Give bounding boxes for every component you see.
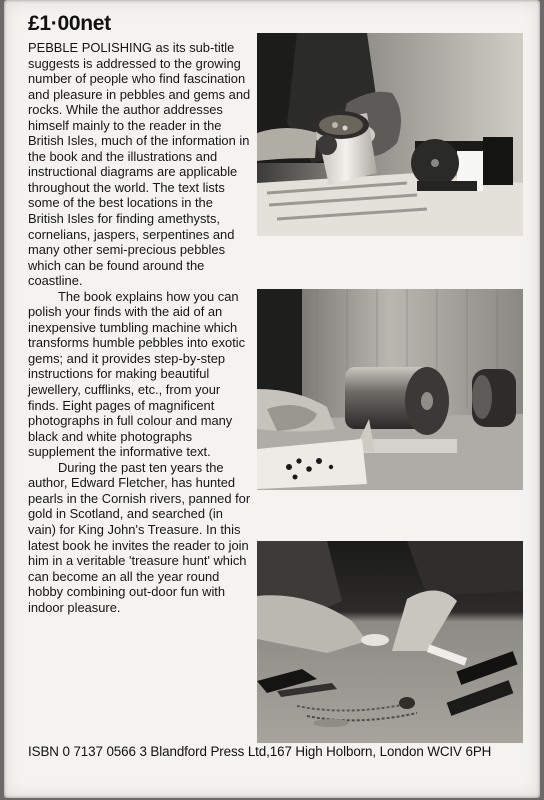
blurb-text-column xyxy=(28,40,252,615)
blurb-paragraph-2: The book explains how you can polish your finds with the aid of an inexpensive tumbling machine which transforms humble pebbles into exotic gems; and it provides step-by-step instructions for making beautiful jewellery, cufflinks, etc., from your finds. Eight pages of magnificent photographs in full colour and many black and white photographs supplement the informative text. xyxy=(28,288,246,460)
isbn-publisher-line: ISBN 0 7137 0566 3 Blandford Press Ltd,167 High Holborn, London WCIV 6PH xyxy=(28,744,492,759)
price-label: £1·00net xyxy=(28,12,111,35)
photo-making-jewellery xyxy=(257,541,523,743)
photo-pouring-tumbler-barrel xyxy=(257,33,523,236)
blurb-paragraph-1: PEBBLE POLISHING as its sub-title suggests is addressed to the growing number of people who find fascination and pleasure in pebbles and gems and rocks. While the author addresses himself mainly to the reader in the British Isles, much of the information in the book and the illustrations and instructional diagrams are applicable throughout the world. The text lists some of the best locations in the British Isles for finding amethysts, cornelians, jaspers, serpentines and many other semi-precious pebbles which can be found around the coastline. xyxy=(28,40,251,289)
blurb-paragraph-3: During the past ten years the author, Edward Fletcher, has hunted pearls in the Cornish rivers, panned for gold in Scotland, and searched (in vain) for King John's Treasure. In this latest book he invites the reader to join him in a veritable 'treasure hunt' which can become an all the year round hobby combining out-door fun with indoor pleasure. xyxy=(28,459,251,615)
photo-tumbling-machine xyxy=(257,289,523,490)
